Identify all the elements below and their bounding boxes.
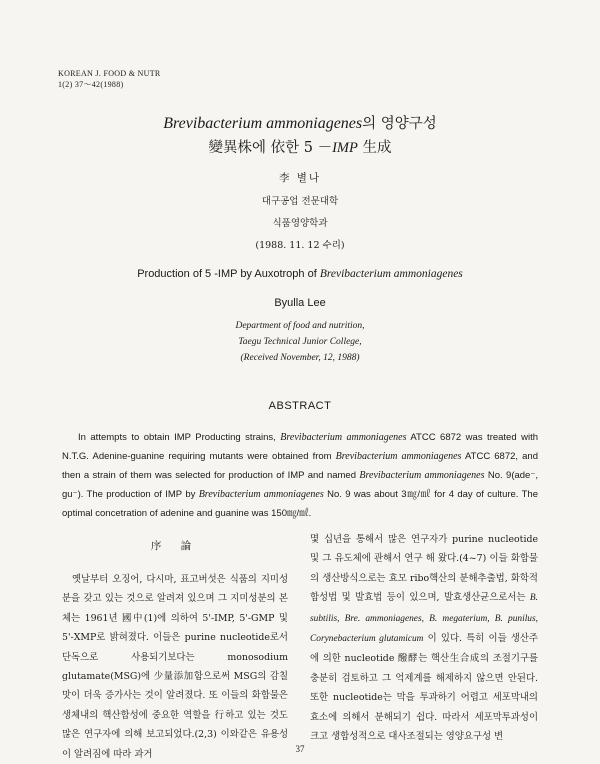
introduction-right-column (310, 530, 538, 746)
abstract-text-2: ATCC 6872 was treated with N.T.G. Adenine-guanine requiring mutants were obtained from (62, 432, 539, 462)
abstract-species-1: Brevibacterium ammoniagenes (280, 432, 407, 443)
abstract-species-4: Brevibacterium ammoniagenes (198, 489, 324, 500)
korean-title-line2-pre: 變異株에 依한 5 － (208, 140, 333, 156)
english-department: Department of food and nutrition, (235, 321, 365, 331)
abstract-text-5: No. 9 was about 3㎎/㎖ for 4 day of culture. The optimal concetration of adenine and guanine was 150㎎/㎖. (62, 489, 538, 519)
korean-title-line2 (0, 136, 600, 157)
korean-received-date: (1988. 11. 12 수리) (255, 240, 345, 251)
abstract-species-3: Brevibacterium ammoniagenes (359, 470, 485, 481)
korean-title-line1-rest: 의 영양구성 (362, 116, 437, 132)
english-title (0, 268, 600, 280)
journal-volume: 1(2) 37～42(1988) (58, 80, 124, 89)
right-text-a: 몇 십년을 통해서 많은 연구자가 purine nucleotide 및 그 유도체에 관해서 연구 해 왔다.(4~7) 이들 화합물의 생산방식으로는 효모 ribo핵산의 분해추출법, 화학적합성법 및 발효법 등이 있으며, 발효생산균으로서는 (310, 534, 538, 604)
journal-name: KOREAN J. FOOD & NUTR (58, 69, 161, 78)
english-title-prefix: Production of 5 -IMP by Auxotroph of (137, 268, 320, 280)
korean-institution: 대구공업 전문대학 (261, 196, 339, 207)
abstract-text-3: ATCC 6872, and then a strain of them was selected for production of IMP and named (62, 451, 538, 481)
right-text-b: 이 있다. 특히 이들 생산주에 의한 nucleotide 醱酵는 핵산生合成의 조절기구를 충분히 검토하고 그 억제계를 해제하지 않으면 안된다. 또한 nucleotide는 막을 투과하기 어렵고 세포막내의 효소에 의해서 분해되기 쉽다. 따라서 세포막투과성이 크고 생합성적으로 대사조절되는 영양요구성 변 (310, 633, 538, 743)
introduction-heading: 序 論 (150, 540, 200, 552)
english-title-species: Brevibacterium ammoniagenes (319, 268, 463, 280)
english-author: Byulla Lee (274, 297, 326, 309)
korean-author: 李 별나 (278, 172, 322, 184)
right-species-list: B. subtilis, Bre. ammoniagenes, B. megaterium, B. punilus, Corynebacterium glutamicum (310, 593, 538, 645)
abstract-body (62, 428, 538, 523)
english-received-date: (Received November, 12, 1988) (240, 353, 360, 363)
abstract-species-2: Brevibacterium ammoniagenes (335, 451, 462, 462)
abstract-text-4: No. 9(ade⁻, gu⁻). The production of IMP by (62, 470, 538, 500)
abstract-heading: ABSTRACT (268, 400, 332, 412)
introduction-left-column: 옛날부터 오징어, 다시마, 표고버섯은 식품의 지미성분을 갖고 있는 것으로 알려져 있으며 그 지미성분의 본체는 1961년 國中(1)에 의하여 5'-IMP, 5'-GMP 및 5'-XMP로 밝혀졌다. 이들은 purine nucleotide로서 단독으로 사용되기보다는 monosodium glutamate(MSG)에 少量添加함으로써 MSG의 감칠맛이 더욱 증가사는 것이 알려졌다. 또 이들의 화합물은 생체내의 핵산합성에 중요한 역할을 行하고 있는 것도 많은 연구자에 의해 보고되었다.(2,3) 이와같은 유용성이 알려짐에 따라 과거 (62, 574, 288, 760)
korean-title-species: Brevibacterium ammoniagenes (163, 115, 363, 132)
abstract-text-1: In attempts to obtain IMP Producting strains, (78, 432, 281, 443)
korean-department: 식품영양학과 (272, 218, 328, 229)
korean-title-line1 (0, 112, 600, 133)
korean-title-imp: IMP (332, 140, 358, 156)
english-institution: Taegu Technical Junior College, (238, 337, 362, 347)
journal-citation (58, 68, 161, 90)
page-number: 37 (295, 744, 305, 754)
korean-title-line2-post: 生成 (357, 140, 392, 156)
